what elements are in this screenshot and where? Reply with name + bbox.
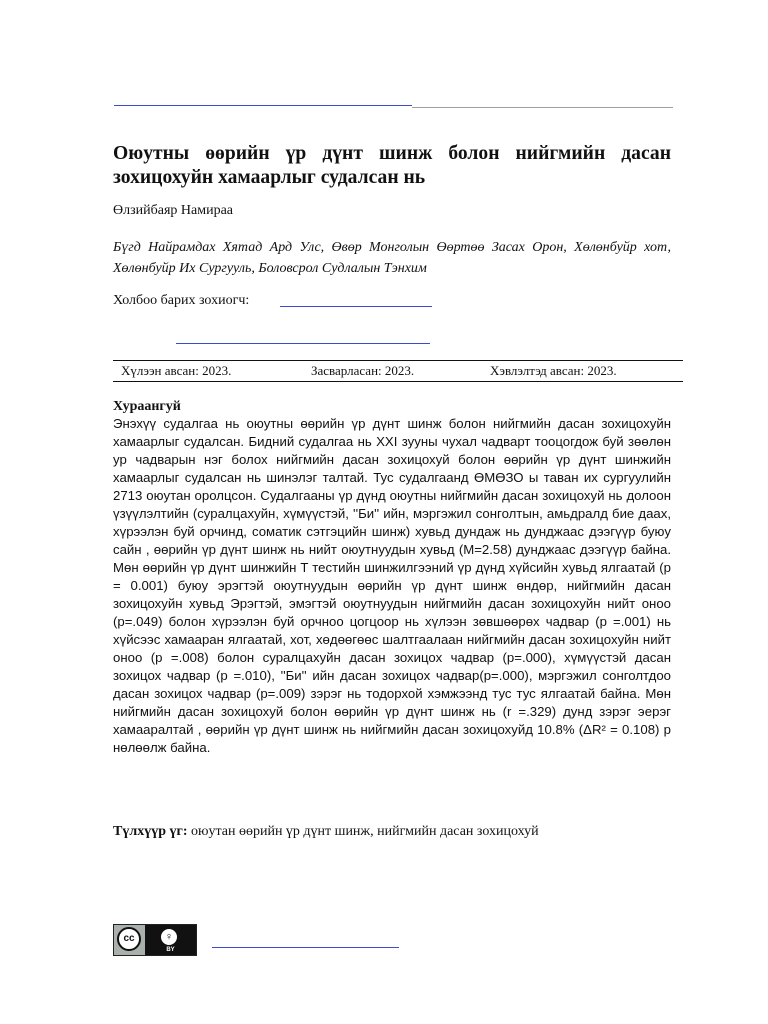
- author-affiliation: Бүгд Найрамдах Хятад Ард Улс, Өвөр Монголын Өөртөө Засах Орон, Хөлөнбуйр хот, Хөлөнбуйр Их Сургууль, Боловсрол Судлалын Тэнхим: [113, 240, 671, 276]
- corresponding-author-email-link[interactable]: [280, 306, 432, 307]
- orcid-link[interactable]: [176, 343, 430, 344]
- person-icon: ♀: [159, 927, 179, 947]
- author-name: Өлзийбаяр Намираа: [113, 203, 233, 218]
- corresponding-author-label: Холбоо барих зохиогч:: [113, 293, 250, 308]
- date-accepted: Хэвлэлтэд авсан: 2023.: [490, 363, 617, 378]
- by-badge: [145, 925, 196, 955]
- article-title: Оюутны өөрийн үр дүнт шинж болон нийгмийн дасан зохицохуйн хамаарлыг судалсан нь: [113, 143, 671, 188]
- article-dates: [113, 360, 683, 382]
- date-received: Хүлээн авсан: 2023.: [121, 363, 232, 378]
- header-rule: [412, 107, 673, 108]
- abstract-heading: Хураангуй: [113, 399, 181, 414]
- header-link-underline[interactable]: [114, 105, 412, 106]
- keywords: [113, 824, 539, 840]
- date-revised: Засварласан: 2023.: [311, 363, 415, 378]
- by-label: BY: [166, 947, 175, 953]
- creative-commons-by-icon[interactable]: [113, 924, 197, 956]
- abstract-body: Энэхүү судалгаа нь оюутны өөрийн үр дүнт шинж болон нийгмийн дасан зохицохуйн хамаарлыг судалсан. Бидний судалгаа нь XXI зууны чухал чадварт тооцогдож буй зөөлөн ур чадварын нэг болох нийгмийн дасан зохицохуй болон өөрийн үр дүнт шинжийн хамаарлыг судалсан нь шинэлэг талтай. Тус судалгаанд ӨМӨЗО ы таван их сургуулийн 2713 оюутан оролцсон. Судалгааны үр дүнд оюутны нийгмийн дасан зохицохуй нь долоон үзүүлэлтийн (суралцахуйн, хүмүүстэй, ''Би'' ийн, мэргэжил сонголтын, амьдралд бие даах, хүрээлэн буй орчинд, соматик сэтгэцийн шинж) хувьд дундаж нь дунджаас дээгүүр буюу сайн , өөрийн үр дүнт шинж нь нийт оюутнуудын хувьд (M=2.58) дунджаас дээгүүр байна. Мөн өөрийн үр дүнт шинжийн T тестийн шинжилгээний үр дүнд хүйсийн хувьд ялгаатай (p = 0.001) буюу эрэгтэй оюутнуудын өөрийн үр дүнт шинж өндөр, нийгмийн дасан зохицохуйн хувьд Эрэгтэй, эмэгтэй оюутнуудын нийгмийн дасан зохицохуйн нийт оноо (p=.049) болон хүрээлэн буй орчноо цогцоор нь хүлээн зөвшөөрөх чадвар (p =.001) нь хүйсээс хамааран ялгаатай, хот, хөдөөгөөс шалтгаалаан нийгмийн дасан зохицохуйн нийт оноо (p =.008) болон суралцахуйн дасан зохицох чадвар (p=.000), хүмүүстэй дасан зохицох чадвар (p =.010), ''Би'' ийн дасан зохицох чадвар(p=.000), мэргэжил сонголтдоо дасан зохицох чадвар (p=.009) зэрэг нь тодорхой хэмжээнд тус тус ялгаатай байна. Мөн нийгмийн дасан зохицохуй болон өөрийн үр дүнт шинж нь (r =.329) дунд зэрэг эерэг хамааралтай , өөрийн үр дүнт шинж нь нийгмийн дасан зохицохуйд 10.8% (ΔR² = 0.108) p нөлөөлж байна.: [113, 416, 671, 755]
- keywords-label: Түлхүүр үг:: [113, 824, 188, 839]
- keywords-text: оюутан өөрийн үр дүнт шинж, нийгмийн дасан зохицохуй: [187, 824, 539, 839]
- cc-icon: cc: [117, 927, 141, 951]
- license-link[interactable]: [212, 947, 399, 948]
